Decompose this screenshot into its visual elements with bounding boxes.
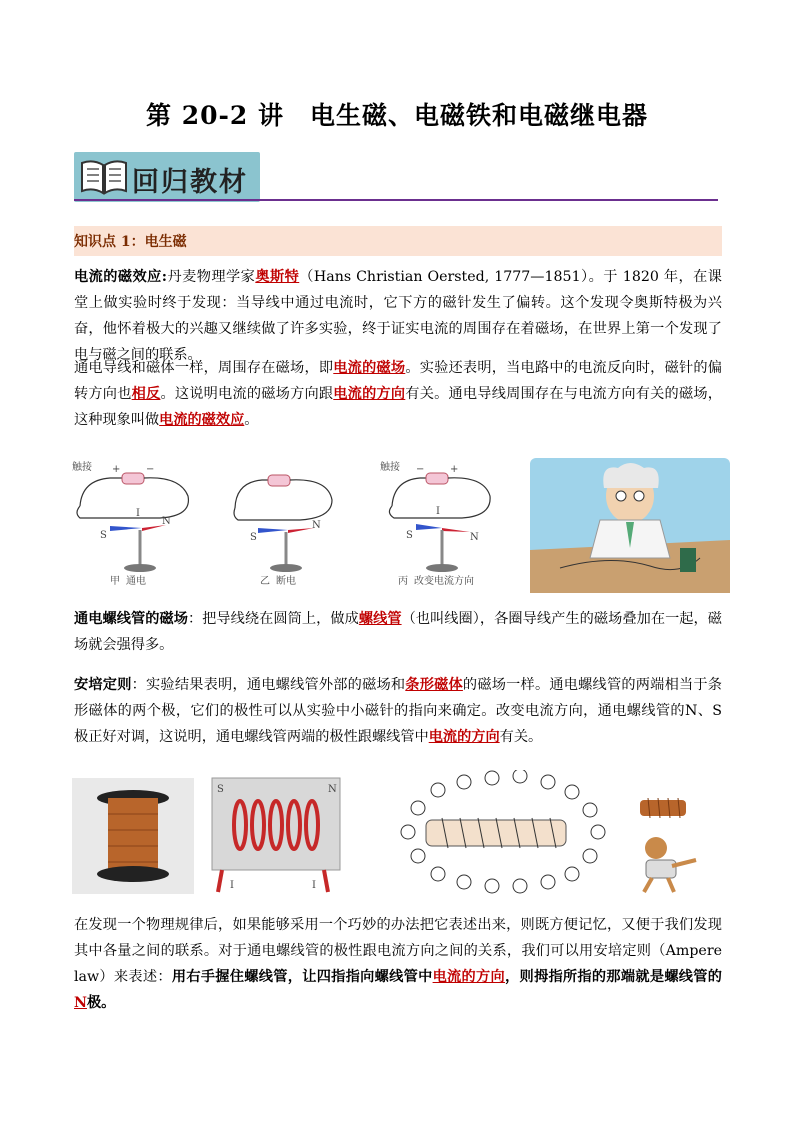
caption: 通电 (126, 576, 146, 587)
text: ：把导线绕在圆筒上，做成 (187, 611, 359, 627)
diagram-unpowered (234, 475, 332, 587)
section-heading-bar (74, 226, 722, 256)
bold-text: 用右手握住螺线管，让四指指向螺线管中 (171, 969, 433, 985)
diagram-powered (72, 460, 188, 587)
oersted-experiment-figure (70, 458, 730, 593)
caption-mark: 丙 (398, 576, 408, 587)
touch-label: 触接 (72, 462, 92, 473)
banner-title: 回归教材 (132, 167, 248, 198)
north-label: N (312, 520, 321, 531)
solenoid-compass-diagram (401, 770, 605, 893)
caption: 改变电流方向 (414, 576, 474, 587)
keyword: 电流的方向 (432, 969, 505, 985)
keyword: 奥斯特 (255, 269, 300, 285)
diagram-reversed (380, 460, 490, 587)
section-banner (74, 152, 260, 202)
keyword: 电流的方向 (333, 386, 406, 402)
south-label: S (406, 530, 413, 541)
right-hand-rule-illustration (640, 798, 696, 892)
keyword: N (74, 995, 87, 1011)
text: 丹麦物理学家 (167, 269, 256, 285)
current-label: I (312, 880, 316, 891)
south-label: S (250, 532, 257, 543)
text: 。 (244, 412, 259, 428)
text: 的磁场一样。通电螺线管的两端相当于条形磁体的两个极，它们的极性可以从实验中小磁针的指向来确定。改变电流方向，通电螺线管的N、S 极正好对调，这说明，通电螺线管两端的极性跟螺线管中 (74, 677, 722, 745)
term-label: 通电螺线管的磁场 (74, 611, 188, 627)
keyword: 条形磁体 (405, 677, 463, 693)
text: 。这说明电流的磁场方向跟 (160, 386, 334, 402)
current-label: I (230, 880, 234, 891)
solenoid-figure (72, 770, 722, 896)
caption: 断电 (276, 576, 296, 587)
scientist-illustration (530, 458, 730, 593)
text: 有关。通电导线周围存在与电流方向有关的磁场，这种现象叫做 (74, 386, 722, 428)
south-label: S (100, 530, 107, 541)
coil-photo (72, 778, 194, 894)
page-title: 第 20-2 讲 电生磁、电磁铁和电磁继电器 (146, 101, 648, 130)
north-label: N (470, 532, 479, 543)
caption-mark: 甲 (110, 576, 120, 587)
paragraph-solenoid (74, 606, 722, 658)
banner-rule (74, 199, 718, 201)
touch-label: 触接 (380, 462, 400, 473)
text: 在发现一个物理规律后，如果能够采用一个巧妙的办法把它表述出来，则既方便记忆，又便于我们发现其中各量之间的联系。对于通电螺线管的极性跟电流方向之间的关系，我们可以用安培定则（Ampere law）来表述： (74, 917, 722, 985)
section-heading: 知识点 1：电生磁 (74, 234, 187, 250)
text: 有关。 (499, 729, 543, 745)
bold-text: ，则拇指所指的那端就是螺线管的 (505, 969, 722, 985)
keyword: 电流的磁场 (333, 360, 406, 376)
minus-sign: − (146, 464, 155, 475)
keyword: 电流的方向 (428, 729, 500, 745)
paragraph-oersted (74, 264, 722, 368)
paragraph-ampere-statement (74, 912, 722, 1016)
keyword: 电流的磁效应 (159, 412, 245, 428)
plus-sign: + (112, 464, 121, 475)
current-label: I (436, 506, 440, 517)
iron-filings-photo (212, 778, 340, 892)
text: 通电导线和磁体一样，周围存在磁场，即 (74, 360, 334, 376)
text: 。实验还表明，当电路中的电流反向时，磁针的偏转方向也 (74, 360, 722, 402)
caption-mark: 乙 (260, 576, 270, 587)
plus-sign: + (450, 464, 459, 475)
bold-text: 极。 (86, 995, 116, 1011)
book-icon (78, 157, 130, 197)
current-label: I (136, 508, 140, 519)
paragraph-ampere-rule (74, 672, 722, 750)
keyword: 螺线管 (358, 611, 402, 627)
term-label: 电流的磁效应: (74, 269, 168, 285)
text: ：实验结果表明，通电螺线管外部的磁场和 (131, 677, 406, 693)
text: （Hans Christian Oersted, 1777—1851）。于 1820 年，在课堂上做实验时终于发现：当导线中通过电流时，它下方的磁针发生了偏转。这个发现令奥斯特极为兴奋，他怀着极大的兴趣又继续做了许多实验，终于证实电流的周围存在着磁场，在世界上第一个发现了电与磁之间的联系。 (74, 269, 722, 363)
minus-sign: − (416, 464, 425, 475)
north-label: N (328, 784, 337, 795)
paragraph-current-field (74, 355, 722, 433)
text: （也叫线圈），各圈导线产生的磁场叠加在一起，磁场就会强得多。 (74, 611, 722, 653)
north-label: N (162, 516, 171, 527)
keyword: 相反 (131, 386, 161, 402)
term-label: 安培定则 (74, 677, 132, 693)
south-label: S (217, 784, 224, 795)
